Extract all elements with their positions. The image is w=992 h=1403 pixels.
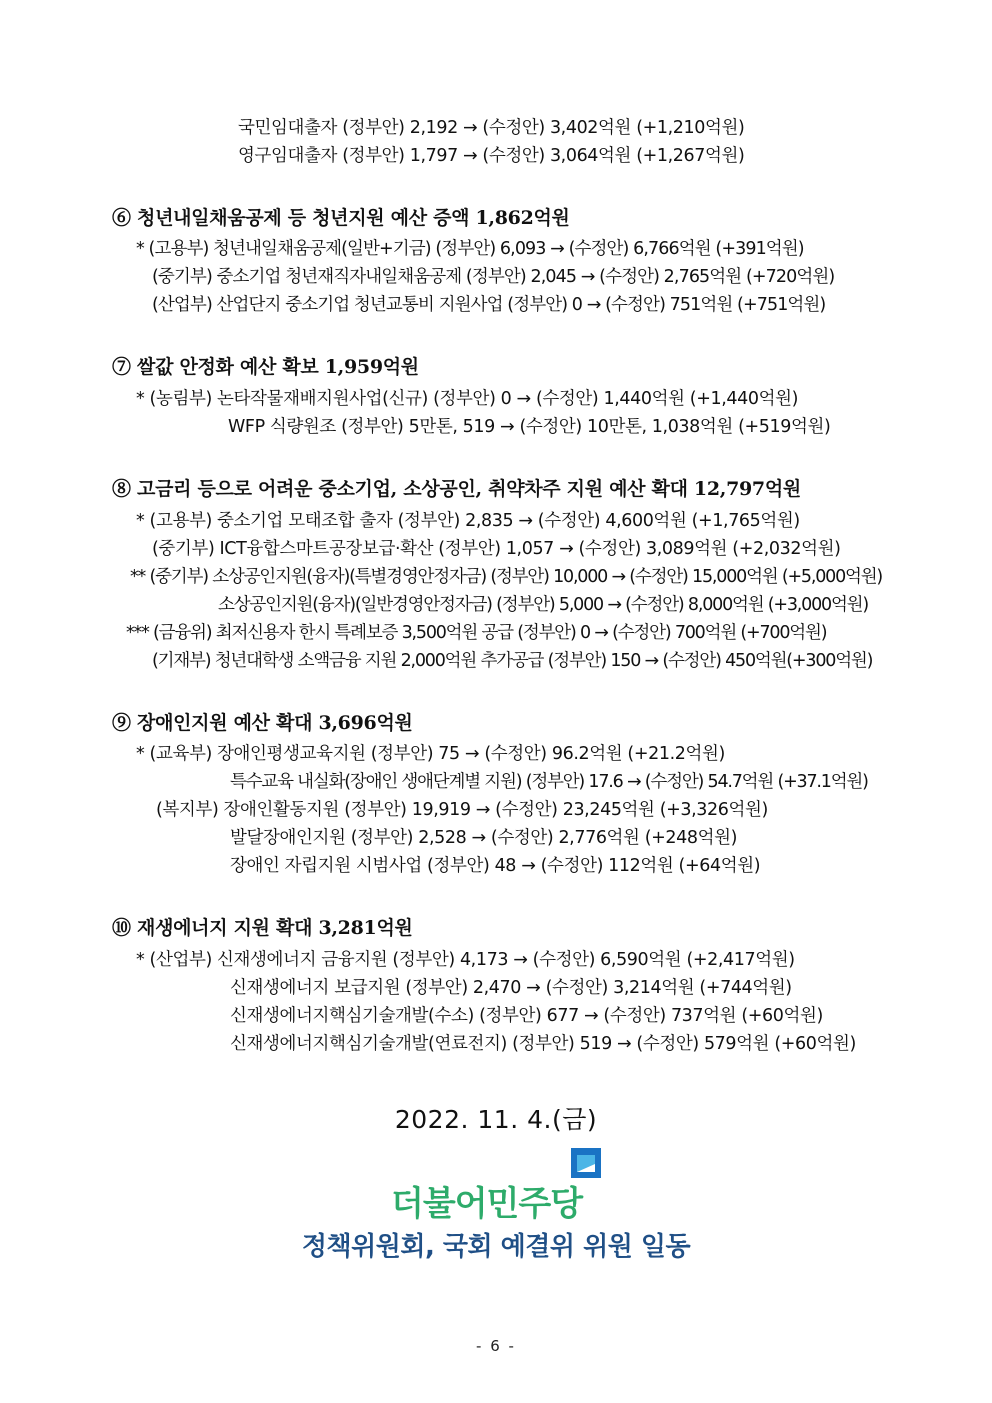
section-8-item-4: 소상공인지원(융자)(일반경영안정자금) (정부안) 5,000 → (수정안) 8,000억원 (+3,000억원): [218, 595, 869, 615]
section-10-heading: ⑩ 재생에너지 지원 확대 3,281억원: [112, 917, 413, 939]
party-logo-text: 더불어민주당: [391, 1184, 583, 1224]
section-8-item-2: (중기부) ICT융합스마트공장보급·확산 (정부안) 1,057 → (수정안) 3,089억원 (+2,032억원): [152, 539, 841, 559]
committee-signature: 정책위원회, 국회 예결위 위원 일동: [301, 1232, 691, 1262]
section-10-item-2: 신재생에너지 보급지원 (정부안) 2,470 → (수정안) 3,214억원 (+744억원): [230, 978, 792, 998]
rental-loan-permanent: 영구임대출자 (정부안) 1,797 → (수정안) 3,064억원 (+1,267억원): [238, 146, 745, 166]
section-8-item-5: *** (금융위) 최저신용자 한시 특례보증 3,500억원 공급 (정부안) 0 → (수정안) 700억원 (+700억원): [126, 623, 827, 643]
section-10-item-4: 신재생에너지핵심기술개발(연료전지) (정부안) 519 → (수정안) 579억원 (+60억원): [230, 1034, 856, 1054]
section-8-item-3: ** (중기부) 소상공인지원(융자)(특별경영안정자금) (정부안) 10,000 → (수정안) 15,000억원 (+5,000억원): [130, 567, 883, 587]
page-number: - 6 -: [476, 1337, 516, 1355]
section-6-heading: ⑥ 청년내일채움공제 등 청년지원 예산 증액 1,862억원: [112, 207, 570, 229]
section-9-item-5: 장애인 자립지원 시범사업 (정부안) 48 → (수정안) 112억원 (+64억원): [230, 856, 761, 876]
section-9-heading: ⑨ 장애인지원 예산 확대 3,696억원: [112, 712, 413, 734]
section-10-item-3: 신재생에너지핵심기술개발(수소) (정부안) 677 → (수정안) 737억원 (+60억원): [230, 1006, 823, 1026]
section-8-heading: ⑧ 고금리 등으로 어려운 중소기업, 소상공인, 취약차주 지원 예산 확대 12,797억원: [112, 478, 801, 500]
rental-loan-national: 국민임대출자 (정부안) 2,192 → (수정안) 3,402억원 (+1,210억원): [238, 118, 745, 138]
document-date: 2022. 11. 4.(금): [394, 1105, 598, 1134]
party-logo: [391, 1148, 611, 1224]
section-9-item-4: 발달장애인지원 (정부안) 2,528 → (수정안) 2,776억원 (+248억원): [230, 828, 738, 848]
section-6-item-1: * (고용부) 청년내일채움공제(일반+기금) (정부안) 6,093 → (수정안) 6,766억원 (+391억원): [136, 239, 804, 259]
section-8-item-1: * (고용부) 중소기업 모태조합 출자 (정부안) 2,835 → (수정안) 4,600억원 (+1,765억원): [136, 511, 800, 531]
section-6-item-3: (산업부) 산업단지 중소기업 청년교통비 지원사업 (정부안) 0 → (수정안) 751억원 (+751억원): [152, 295, 826, 315]
section-9-item-3: (복지부) 장애인활동지원 (정부안) 19,919 → (수정안) 23,245억원 (+3,326억원): [156, 800, 768, 820]
section-7-heading: ⑦ 쌀값 안정화 예산 확보 1,959억원: [112, 356, 419, 378]
section-7-item-1: * (농림부) 논타작물재배지원사업(신규) (정부안) 0 → (수정안) 1,440억원 (+1,440억원): [136, 389, 799, 409]
section-7-item-2: WFP 식량원조 (정부안) 5만톤, 519 → (수정안) 10만톤, 1,038억원 (+519억원): [228, 417, 831, 437]
section-9-item-2: 특수교육 내실화(장애인 생애단계별 지원) (정부안) 17.6 → (수정안) 54.7억원 (+37.1억원): [230, 772, 868, 792]
party-logo-mark-icon: [571, 1148, 601, 1178]
section-9-item-1: * (교육부) 장애인평생교육지원 (정부안) 75 → (수정안) 96.2억원 (+21.2억원): [136, 744, 725, 764]
section-10-item-1: * (산업부) 신재생에너지 금융지원 (정부안) 4,173 → (수정안) 6,590억원 (+2,417억원): [136, 950, 795, 970]
section-6-item-2: (중기부) 중소기업 청년재직자내일채움공제 (정부안) 2,045 → (수정안) 2,765억원 (+720억원): [152, 267, 835, 287]
section-8-item-6: (기재부) 청년대학생 소액금융 지원 2,000억원 추가공급 (정부안) 150 → (수정안) 450억원(+300억원): [152, 651, 873, 671]
